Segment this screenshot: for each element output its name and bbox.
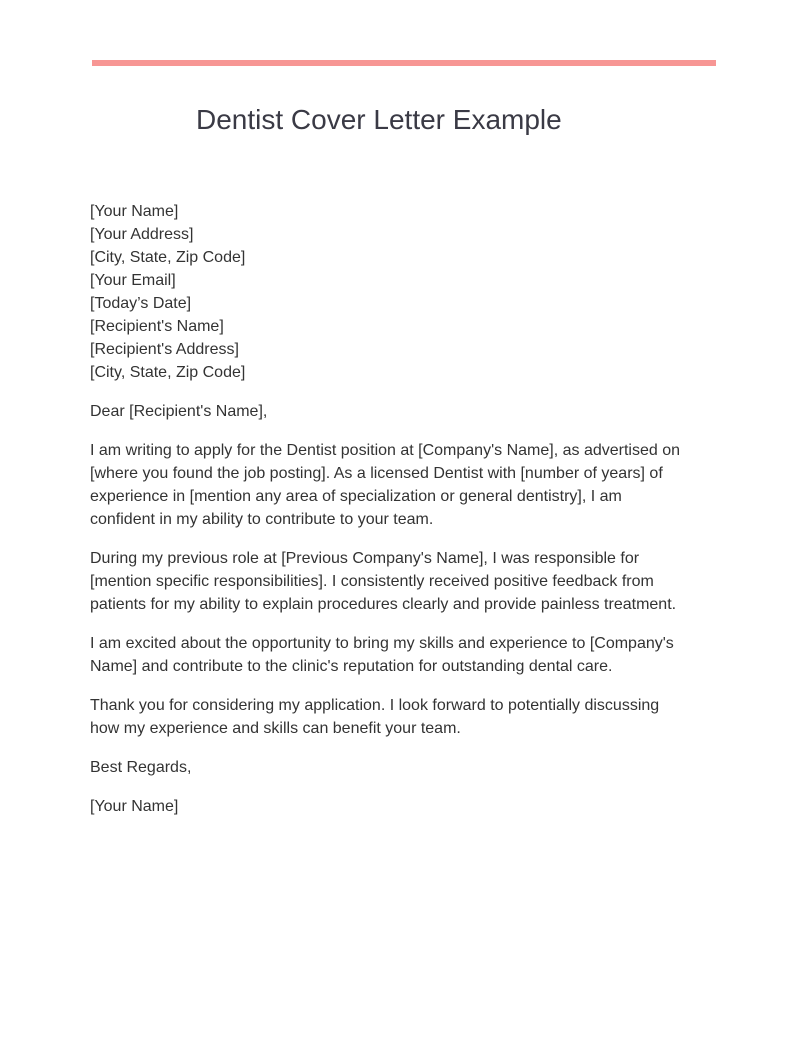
paragraph-line: I am excited about the opportunity to bring my skills and experience to [Company's [90,635,674,652]
letter-body [90,200,730,834]
address-line: [Recipient's Name] [90,318,224,335]
paragraph-line: Name] and contribute to the clinic's reputation for outstanding dental care. [90,658,613,675]
accent-bar [92,60,716,66]
page-title: Dentist Cover Letter Example [196,104,562,135]
paragraph-line: I am writing to apply for the Dentist position at [Company's Name], as advertised on [90,442,680,459]
paragraph-line: patients for my ability to explain procedures clearly and provide painless treatment. [90,596,677,613]
signature: [Your Name] [90,798,179,815]
address-line: [Recipient's Address] [90,341,239,358]
paragraph-line: Thank you for considering my application. I look forward to potentially discussing [90,697,660,714]
address-block [90,200,730,384]
address-line: [Your Email] [90,272,176,289]
paragraph-line: experience in [mention any area of specialization or general dentistry], I am [90,488,622,505]
paragraph-3 [90,632,730,678]
paragraph-4 [90,694,730,740]
address-line: [City, State, Zip Code] [90,364,246,381]
address-line: [Your Address] [90,226,194,243]
paragraph-line: confident in my ability to contribute to your team. [90,511,434,528]
address-line: [Today’s Date] [90,295,192,312]
address-line: [Your Name] [90,203,179,220]
paragraph-line: [mention specific responsibilities]. I consistently received positive feedback from [90,573,654,590]
salutation: Dear [Recipient's Name], [90,403,268,420]
paragraph-line: how my experience and skills can benefit your team. [90,720,461,737]
paragraph-1 [90,439,730,531]
paragraph-2 [90,547,730,616]
paragraph-line: [where you found the job posting]. As a licensed Dentist with [number of years] of [90,465,663,482]
paragraph-line: During my previous role at [Previous Company's Name], I was responsible for [90,550,640,567]
closing: Best Regards, [90,759,192,776]
address-line: [City, State, Zip Code] [90,249,246,266]
